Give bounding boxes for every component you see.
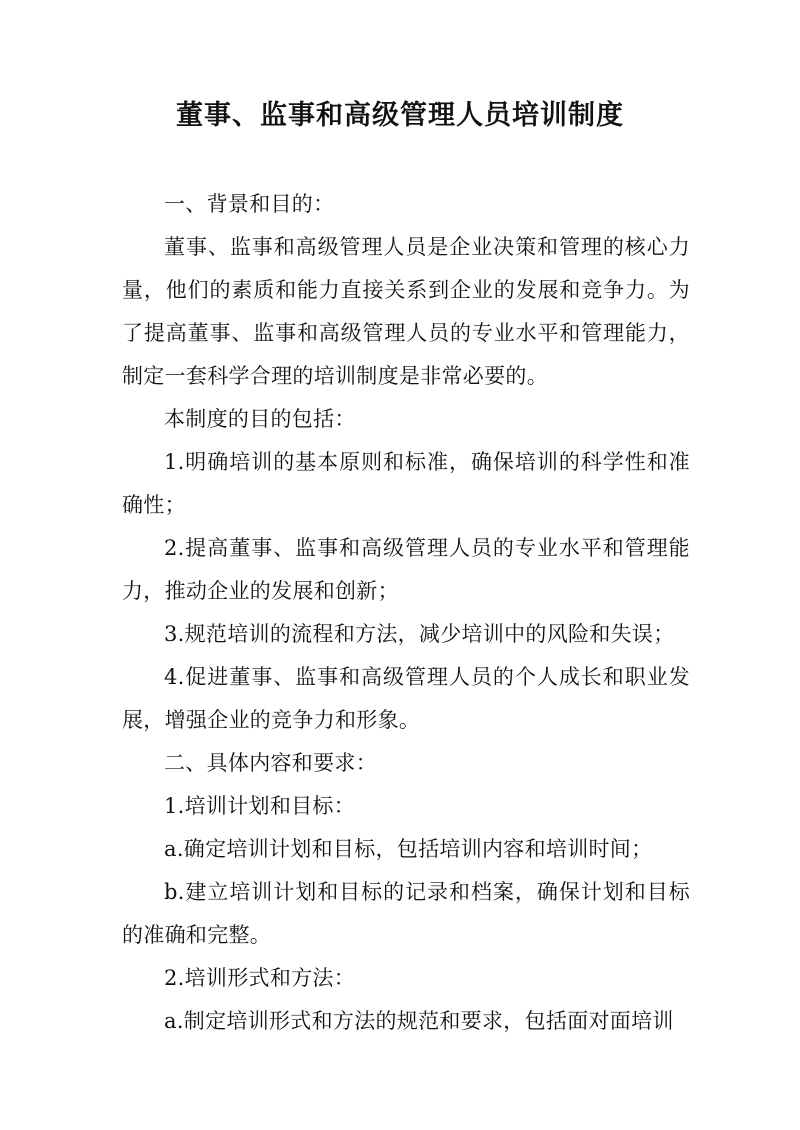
- document-title: 董事、监事和高级管理人员培训制度: [176, 100, 624, 131]
- list-item-purpose-1: 1.明确培训的基本原则和标准，确保培训的科学性和准确性；: [122, 450, 690, 517]
- list-item-plan-b: b.建立培训计划和目标的记录和档案，确保计划和目标的准确和完整。: [122, 880, 690, 947]
- document-body: [122, 183, 690, 1043]
- paragraph-purpose-intro: 本制度的目的包括：: [164, 407, 356, 431]
- list-item-form-a: a.制定培训形式和方法的规范和要求，包括面对面培训: [164, 1009, 674, 1033]
- subheading-training-plan: 1.培训计划和目标：: [164, 794, 356, 818]
- list-item-purpose-3: 3.规范培训的流程和方法，减少培训中的风险和失误；: [164, 622, 675, 646]
- list-item-purpose-4: 4.促进董事、监事和高级管理人员的个人成长和职业发展，增强企业的竞争力和形象。: [122, 665, 690, 732]
- paragraph-background: 董事、监事和高级管理人员是企业决策和管理的核心力量，他们的素质和能力直接关系到企业的发展和竞争力。为了提高董事、监事和高级管理人员的专业水平和管理能力，制定一套科学合理的培训制度是非常必要的。: [122, 235, 690, 388]
- list-item-plan-a: a.确定培训计划和目标，包括培训内容和培训时间；: [164, 837, 653, 861]
- section-heading-background: 一、背景和目的：: [164, 192, 335, 216]
- subheading-training-form: 2.培训形式和方法：: [164, 966, 356, 990]
- section-heading-content: 二、具体内容和要求：: [164, 751, 377, 775]
- list-item-purpose-2: 2.提高董事、监事和高级管理人员的专业水平和管理能力，推动企业的发展和创新；: [122, 536, 690, 603]
